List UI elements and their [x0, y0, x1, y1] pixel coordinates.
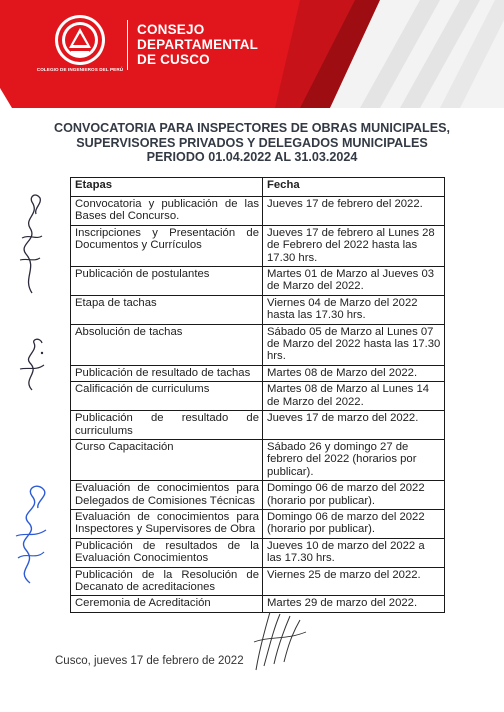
org-name-line-1: CONSEJO	[137, 22, 205, 37]
stage-cell: Evaluación de conocimientos para Inspectores y Supervisores de Obra	[71, 509, 263, 538]
table-row	[71, 295, 445, 324]
signature-3	[8, 478, 52, 588]
date-cell: Martes 01 de Marzo al Jueves 03 de Marzo del 2022.	[263, 267, 445, 296]
stage-cell: Evaluación de conocimientos para Delegados de Comisiones Técnicas	[71, 481, 263, 510]
header-divider	[127, 20, 128, 70]
stage-cell: Convocatoria y publicación de las Bases del Concurso.	[71, 197, 263, 226]
place-and-date: Cusco, jueves 17 de febrero de 2022	[55, 655, 244, 667]
table-row	[71, 509, 445, 538]
stage-cell: Ceremonia de Acreditación	[71, 596, 263, 612]
title-line-1: CONVOCATORIA PARA INSPECTORES DE OBRAS MUNICIPALES,	[53, 121, 451, 135]
stage-cell: Curso Capacitación	[71, 439, 263, 480]
stage-cell: Etapa de tachas	[71, 295, 263, 324]
table-row	[71, 197, 445, 226]
stage-cell: Inscripciones y Presentación de Documentos y Currículos	[71, 225, 263, 266]
table-row	[71, 538, 445, 567]
column-header-etapas: Etapas	[71, 178, 263, 197]
stage-cell: Publicación de resultado de tachas	[71, 365, 263, 381]
signature-4	[250, 606, 310, 676]
date-cell: Jueves 10 de marzo del 2022 a las 17.30 hrs.	[263, 538, 445, 567]
signature-2	[14, 335, 50, 395]
date-cell: Jueves 17 de marzo del 2022.	[263, 411, 445, 440]
schedule-table	[70, 177, 445, 613]
stage-cell: Absolución de tachas	[71, 324, 263, 365]
stage-cell: Publicación de resultado de curriculums	[71, 411, 263, 440]
table-row	[71, 567, 445, 596]
date-cell: Jueves 17 de febrero al Lunes 28 de Febrero del 2022 hasta las 17.30 hrs.	[263, 225, 445, 266]
table-row	[71, 225, 445, 266]
title-line-3: PERIODO 01.04.2022 AL 31.03.2024	[146, 150, 358, 164]
header-banner	[0, 0, 504, 108]
table-row	[71, 481, 445, 510]
signature-1	[12, 188, 48, 298]
org-name-line-3: DE CUSCO	[137, 52, 210, 67]
table-row	[71, 267, 445, 296]
college-logo	[54, 14, 106, 66]
date-cell: Sábado 26 y domingo 27 de febrero del 2022 (horarios por publicar).	[263, 439, 445, 480]
logo-caption: COLEGIO DE INGENIEROS DEL PERÚ	[36, 67, 124, 72]
column-header-fecha: Fecha	[263, 178, 445, 197]
date-cell: Martes 29 de marzo del 2022.	[263, 596, 445, 612]
stage-cell: Publicación de resultados de la Evaluación Conocimientos	[71, 538, 263, 567]
table-row	[71, 411, 445, 440]
table-row	[71, 439, 445, 480]
table-header-row	[71, 178, 445, 197]
stage-cell: Publicación de la Resolución de Decanato de acreditaciones	[71, 567, 263, 596]
date-cell: Viernes 04 de Marzo del 2022 hasta las 17.30 hrs.	[263, 295, 445, 324]
date-cell: Viernes 25 de marzo del 2022.	[263, 567, 445, 596]
date-cell: Sábado 05 de Marzo al Lunes 07 de Marzo del 2022 hasta las 17.30 hrs.	[263, 324, 445, 365]
stage-cell: Publicación de postulantes	[71, 267, 263, 296]
date-cell: Domingo 06 de marzo del 2022 (horario por publicar).	[263, 481, 445, 510]
document-title	[40, 121, 464, 165]
stage-cell: Calificación de curriculums	[71, 382, 263, 411]
table-row	[71, 382, 445, 411]
date-cell: Domingo 06 de marzo del 2022 (horario por publicar).	[263, 509, 445, 538]
date-cell: Martes 08 de Marzo al Lunes 14 de Marzo del 2022.	[263, 382, 445, 411]
date-cell: Jueves 17 de febrero del 2022.	[263, 197, 445, 226]
schedule-table-body	[71, 197, 445, 613]
org-name-line-2: DEPARTAMENTAL	[137, 37, 259, 52]
title-line-2: SUPERVISORES PRIVADOS Y DELEGADOS MUNICIPALES	[76, 135, 428, 150]
table-row	[71, 365, 445, 381]
table-row	[71, 324, 445, 365]
date-cell: Martes 08 de Marzo del 2022.	[263, 365, 445, 381]
organization-name	[137, 22, 277, 67]
